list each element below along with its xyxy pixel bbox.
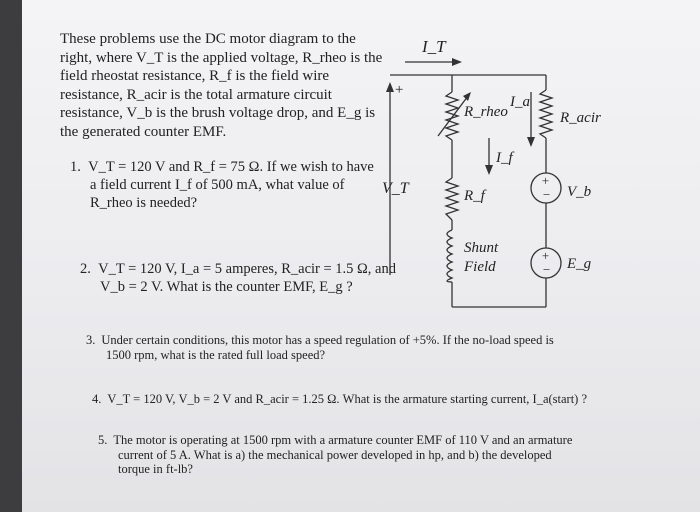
eg-plus-sign: + [541,248,550,263]
question-4 [92,392,632,407]
eg-label: E_g [567,256,592,272]
question-line: V_T = 120 V, V_b = 2 V and R_acir = 1.25 Ω. What is the armature starting current, I_a(start) ? [107,392,588,406]
shunt-field-coil [447,230,452,282]
dc-motor-circuit-diagram [360,30,650,320]
vt-plus-sign: + [394,82,405,98]
armature-resistor [540,90,552,138]
vb-label: V_b [567,184,592,200]
eg-minus-sign: − [542,262,551,277]
intro-line: resistance, R_acir is the total armature circuit [60,86,332,103]
question-number: 2. [80,261,91,277]
it-label: I_T [422,37,446,56]
ia-label: I_a [510,94,530,110]
if-label: I_f [496,150,513,166]
question-line: 1500 rpm, what is the rated full load speed? [106,348,326,362]
racir-label: R_acir [560,110,601,126]
question-number: 3. [86,333,96,347]
question-line: a field current I_f of 500 mA, what value of [90,177,345,193]
rheostat-arrow-head [463,92,471,101]
vb-plus-sign: + [541,173,550,188]
intro-line: field rheostat resistance, R_f is the field wire [60,68,330,84]
intro-line: resistance, V_b is the brush voltage drop, and E_g is [60,105,376,121]
question-5 [98,433,628,477]
shunt-label: Shunt [464,240,499,256]
rheostat-label: R_rheo [464,104,508,120]
question-line: Under certain conditions, this motor has a speed regulation of +5%. If the no-load speed is [101,333,554,347]
vt-arrow-head [386,82,394,92]
question-line: current of 5 A. What is a) the mechanical power developed in hp, and b) the developed [118,447,552,462]
if-arrow-head [485,165,493,175]
intro-line: These problems use the DC motor diagram to the [60,31,356,47]
question-line: R_rheo is needed? [90,195,198,211]
field-resistor [446,178,458,220]
rheostat-resistor [446,92,458,140]
question-number: 1. [70,159,81,175]
question-3 [86,333,626,363]
question-1 [70,158,374,212]
vt-label: V_T [382,180,409,197]
question-number: 4. [92,392,102,406]
question-line: torque in ft-lb? [118,462,193,476]
field-label: Field [464,259,496,275]
question-line: V_b = 2 V. What is the counter EMF, E_g ? [100,279,353,295]
rf-label: R_f [464,188,485,204]
question-line: V_T = 120 V, I_a = 5 amperes, R_acir = 1.5 Ω, and [98,261,396,277]
question-line: V_T = 120 V and R_f = 75 Ω. If we wish to have [88,159,374,175]
intro-line: right, where V_T is the applied voltage, R_rheo is the [60,49,383,66]
vb-minus-sign: − [542,187,551,202]
intro-paragraph [60,30,383,141]
it-arrow-head [452,58,462,66]
intro-line: the generated counter EMF. [60,123,227,140]
question-number: 5. [98,433,108,447]
question-line: The motor is operating at 1500 rpm with a armature counter EMF of 110 V and an armature [113,433,573,447]
question-2 [80,260,396,296]
ia-arrow-head [527,137,535,147]
